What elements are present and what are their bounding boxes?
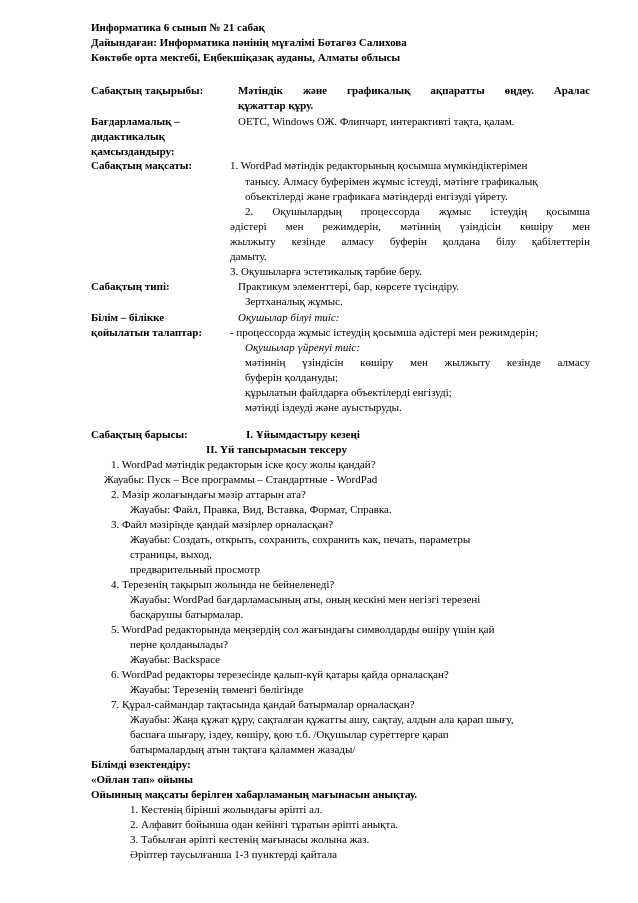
answer-7-line-1: Жауабы: Жаңа құжат құру, сақталған құжатты ашу, сақтау, алдын ала қарап шығу, bbox=[130, 714, 514, 726]
learn-line-2: буферін қолдануды; bbox=[245, 372, 339, 384]
step-3: 3. Табылған әріпті кестенің мағынасы жолына жаз. bbox=[130, 834, 370, 846]
goal-line-7: дамыту. bbox=[230, 251, 267, 263]
step-4: Әріптер таусылғанша 1-3 пунктерді қайтала bbox=[130, 849, 337, 861]
must-learn: Оқушылар үйренуі тиіс: bbox=[245, 342, 360, 354]
tools-label-1: Бағдарламалық – bbox=[91, 116, 180, 128]
skills-label-2: қойылатын талаптар: bbox=[91, 327, 203, 339]
skills-label-1: Білім – білікке bbox=[91, 312, 165, 324]
topic-value-2: құжаттар құру. bbox=[238, 100, 314, 112]
goal-line-4: 2. Оқушылардың процессорда жұмыс істеудің қосымша bbox=[245, 206, 590, 218]
header-line-1: Информатика 6 сынып № 21 сабақ bbox=[91, 22, 265, 34]
learn-line-3: құрылатын файлдарға объектілерді енгізуді; bbox=[245, 387, 452, 399]
topic-label: Сабақтың тақырыбы: bbox=[91, 85, 204, 97]
answer-4-line-2: басқарушы батырмалар. bbox=[130, 609, 244, 621]
goal-line-2: танысу. Алмасу буферімен жұмыс істеуді, мәтінге графикалық bbox=[245, 176, 538, 188]
goal-line-5: әдістері мен режимдерін, мәтіннің үзіндісін көшіру мен bbox=[230, 221, 590, 233]
learn-line-4: мәтінді іздеуді және ауыстыруды. bbox=[245, 402, 402, 414]
answer-1: Жауабы: Пуск – Все программы – Стандартные - WordPad bbox=[104, 474, 378, 486]
topic-value-1: Мәтіндік және графикалық ақпаратты өңдеу. Аралас bbox=[238, 85, 590, 97]
question-4: 4. Терезенің тақырып жолында не бейнеленеді? bbox=[111, 579, 335, 591]
must-know: Оқушылар білуі тиіс: bbox=[238, 312, 340, 324]
goal-label: Сабақтың мақсаты: bbox=[91, 160, 193, 172]
question-5-line-2: перне қолданылады? bbox=[130, 639, 228, 651]
answer-7-line-2: баспаға шығару, іздеу, көшіру, қою т.б. /Оқушылар суреттерге қарап bbox=[130, 729, 449, 741]
type-value-1: Практикум элементтері, бар, көрсете түсіндіру. bbox=[238, 281, 460, 293]
question-7: 7. Құрал-саймандар тақтасында қандай батырмалар орналасқан? bbox=[111, 699, 415, 711]
step-1: 1. Кестенің бірінші жолындағы әріпті ал. bbox=[130, 804, 323, 816]
header-line-3: Көктөбе орта мектебі, Еңбекшіқазақ ауданы, Алматы облысы bbox=[91, 52, 401, 64]
answer-3-line-1: Жауабы: Создать, открыть, сохранить, сохранить как, печать, параметры bbox=[130, 534, 471, 546]
answer-3-line-2: страницы, выход, bbox=[130, 549, 212, 561]
answer-6: Жауабы: Терезенің төменгі бөлігінде bbox=[130, 684, 304, 696]
progress-label: Сабақтың барысы: bbox=[91, 429, 188, 441]
goal-line-8: 3. Оқушыларға эстетикалық тәрбие беру. bbox=[230, 266, 422, 278]
goal-line-6: жылжыту кезінде алмасу буферін қолдана білу қабілеттерін bbox=[230, 236, 590, 248]
question-3: 3. Файл мәзірінде қандай мәзірлер орналасқан? bbox=[111, 519, 334, 531]
question-1: 1. WordPad мәтіндік редакторын іске қосу жолы қандай? bbox=[111, 459, 376, 471]
final-heading-3: Ойынның мақсаты берілген хабарламаның мағынасын анықтау. bbox=[91, 789, 418, 801]
tools-label-3: қамсыздандыру: bbox=[91, 146, 175, 158]
skills-line-1: - процессорда жұмыс істеудің қосымша әдістері мен режимдерін; bbox=[230, 327, 538, 339]
final-heading-1: Білімді өзектендіру: bbox=[91, 759, 191, 771]
learn-line-1: мәтіннің үзіндісін көшіру мен жылжыту кезінде алмасу bbox=[245, 357, 590, 369]
type-label: Сабақтың типі: bbox=[91, 281, 170, 293]
type-value-2: Зертханалық жұмыс. bbox=[245, 296, 343, 308]
goal-line-1: 1. WordPad мәтіндік редакторының қосымша мүмкіндіктерімен bbox=[230, 160, 528, 172]
question-5-line-1: 5. WordPad редакторында меңзердің сол жағындағы символдарды өшіру үшін қай bbox=[111, 624, 495, 636]
goal-line-3: объектілерді және графикаға мәтіндерді енгізуді үйрету. bbox=[245, 191, 508, 203]
header-line-2: Дайындаған: Информатика пәнінің мұғалімі Ботагөз Салихова bbox=[91, 37, 407, 49]
question-6: 6. WordPad редакторы терезесінде қалып-күй қатары қайда орналасқан? bbox=[111, 669, 449, 681]
question-2: 2. Мәзір жолағындағы мәзір аттарын ата? bbox=[111, 489, 306, 501]
step-2: 2. Алфавит бойынша одан кейінгі тұратын әріпті анықта. bbox=[130, 819, 399, 831]
tools-value: ОЕТС, Windows ОЖ. Флипчарт, интерактивті тақта, қалам. bbox=[238, 116, 515, 128]
answer-7-line-3: батырмалардың атын тақтаға қаламмен жазады/ bbox=[130, 744, 356, 756]
final-heading-2: «Ойлан тап» ойыны bbox=[91, 774, 193, 786]
answer-2: Жауабы: Файл, Правка, Вид, Вставка, Формат, Справка. bbox=[130, 504, 392, 516]
progress-stage-1: І. Ұйымдастыру кезеңі bbox=[246, 429, 360, 441]
answer-5: Жауабы: Backspace bbox=[130, 654, 220, 666]
answer-4-line-1: Жауабы: WordPad бағдарламасының аты, оның кескіні мен негізгі терезені bbox=[130, 594, 481, 606]
progress-stage-2: ІІ. Үй тапсырмасын тексеру bbox=[206, 444, 347, 456]
answer-3-line-3: предварительный просмотр bbox=[130, 564, 260, 576]
tools-label-2: дидактикалық bbox=[91, 131, 165, 143]
